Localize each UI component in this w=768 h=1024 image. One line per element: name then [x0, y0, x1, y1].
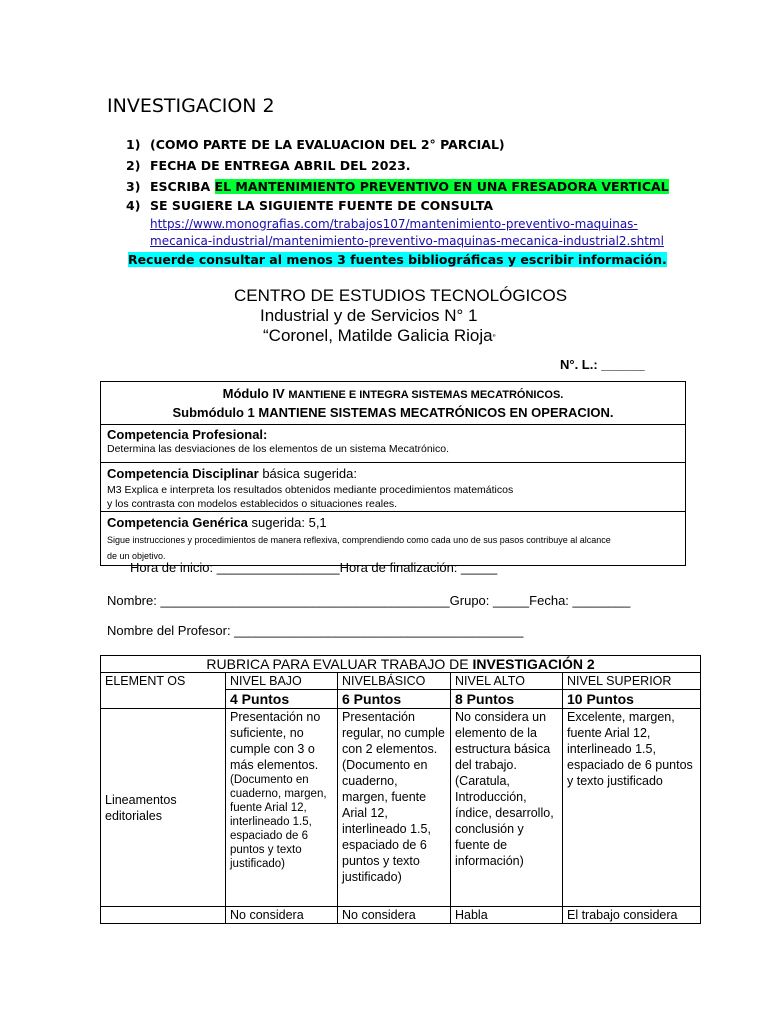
school-subtitle: Industrial y de Servicios N° 1 [260, 306, 478, 325]
points-cell: 8 Puntos [451, 690, 563, 709]
school-honoree: “Coronel, Matilde Galicia Rioja” [263, 326, 496, 345]
table-cell: El trabajo considera [563, 907, 701, 924]
column-header-level: NIVEL SUPERIOR [563, 673, 701, 690]
table-row [101, 907, 701, 924]
rubric-table [100, 655, 701, 924]
points-cell: 10 Puntos [563, 690, 701, 709]
table-cell: Habla [451, 907, 563, 924]
school-name: CENTRO DE ESTUDIOS TECNOLÓGICOS [234, 286, 568, 305]
table-cell: No considera [226, 907, 338, 924]
instruction-list [126, 134, 686, 249]
rubric-caption: RUBRICA PARA EVALUAR TRABAJO DE INVESTIGACIÓN 2 [101, 656, 701, 673]
document-title: INVESTIGACION 2 [107, 95, 275, 117]
table-cell: Presentación regular, no cumple con 2 elementos. (Documento en cuaderno, margen, fuente Arial 12, interlineado 1.5, espaciado de 6 puntos y texto justificado) [338, 709, 451, 907]
list-item: 1) (COMO PARTE DE LA EVALUACION DEL 2° PARCIAL) [126, 137, 505, 152]
list-number-field: N°. L.: ______ [560, 357, 645, 372]
column-header-level: NIVELBÁSICO [338, 673, 451, 690]
topic-highlight: EL MANTENIMIENTO PREVENTIVO EN UNA FRESADORA VERTICAL [214, 179, 669, 194]
list-item: 3) ESCRIBA EL MANTENIMIENTO PREVENTIVO EN UNA FRESADORA VERTICAL [126, 179, 669, 194]
table-cell [101, 907, 226, 924]
name-group-date-fields[interactable]: Nombre: ________________________________________Grupo: _____Fecha: ________ [107, 593, 631, 608]
time-fields[interactable]: Hora de inicio: _________________Hora de finalización: _____ [130, 560, 498, 575]
row-label: Lineamentos editoriales [101, 709, 226, 907]
column-header-level: NIVEL BAJO [226, 673, 338, 690]
module-heading: Módulo IV MANTIENE E INTEGRA SISTEMAS MECATRÓNICOS. Submódulo 1 MANTIENE SISTEMAS MECATRÓNICOS EN OPERACION. [101, 382, 685, 425]
table-row [101, 709, 701, 907]
list-item: 4) SE SUGIERE LA SIGUIENTE FUENTE DE CONSULTA [126, 198, 494, 213]
table-row [101, 673, 701, 690]
source-link-continued[interactable]: mecanica-industrial/mantenimiento-preventivo-maquinas-mecanica-industrial2.shtml [150, 234, 664, 248]
table-cell: Presentación no suficiente, no cumple con 3 o más elementos. (Documento en cuaderno, margen, fuente Arial 12, interlineado 1.5, espaciado de 6 puntos y texto justificado) [226, 709, 338, 907]
generic-competence: Competencia Genérica sugerida: 5,1 Sigue instrucciones y procedimientos de manera reflexiva, comprendiendo como cada uno de sus pasos contribuye al alcance de un objetivo. [107, 515, 611, 561]
table-row [101, 656, 701, 673]
source-link[interactable]: https://www.monografias.com/trabajos107/mantenimiento-preventivo-maquinas- [150, 217, 638, 231]
points-cell: 6 Puntos [338, 690, 451, 709]
table-cell: No considera un elemento de la estructura básica del trabajo. (Caratula, Introducción, índice, desarrollo, conclusión y fuente de información) [451, 709, 563, 907]
column-header-level: NIVEL ALTO [451, 673, 563, 690]
recommendation-note: Recuerde consultar al menos 3 fuentes bibliográficas y escribir información. [128, 252, 667, 267]
list-item: 2) FECHA DE ENTREGA ABRIL DEL 2023. [126, 158, 411, 173]
table-cell: Excelente, margen, fuente Arial 12, interlineado 1.5, espaciado de 6 puntos y texto justificado [563, 709, 701, 907]
disciplinary-competence: Competencia Disciplinar básica sugerida: M3 Explica e interpreta los resultados obtenidos mediante procedimientos matemáticos y los contrasta con modelos establecidos o situaciones reales. [101, 463, 685, 512]
table-cell: No considera [338, 907, 451, 924]
points-cell: 4 Puntos [226, 690, 338, 709]
professional-competence: Competencia Profesional: Determina las desviaciones de los elementos de un sistema Mecatrónico. [101, 425, 685, 463]
column-header-elements: ELEMENT OS [101, 673, 226, 709]
teacher-name-field[interactable]: Nombre del Profesor: ________________________________________ [107, 623, 524, 638]
module-info-box [100, 381, 686, 566]
